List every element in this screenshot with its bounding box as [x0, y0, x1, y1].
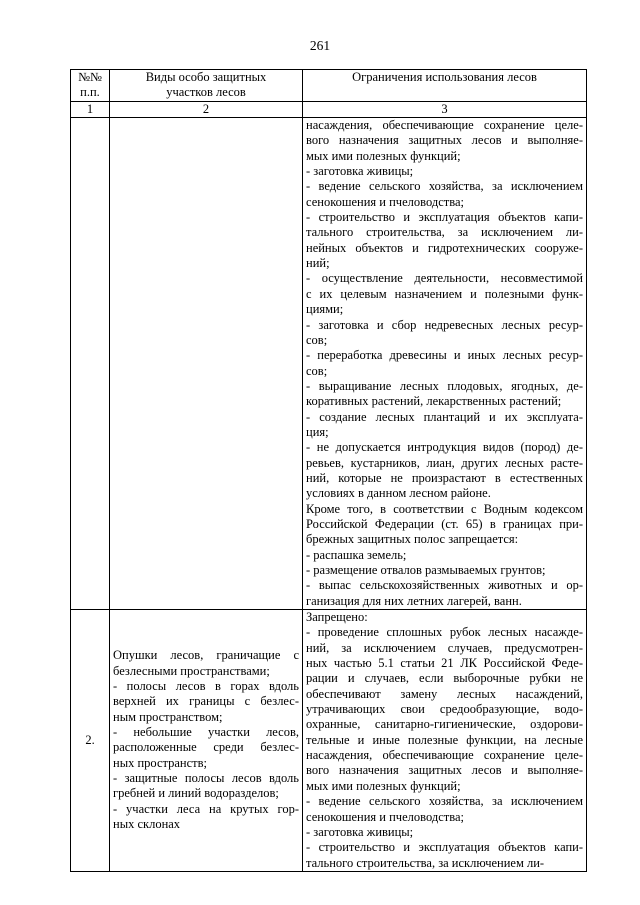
- text-line: коративных растений, лекарственных растений;: [306, 394, 562, 409]
- text-line: мых ими полезных функций;: [306, 778, 461, 793]
- text-line: сов;: [306, 363, 328, 378]
- text-line: - ведение сельского хозяйства, за исключением: [306, 179, 583, 194]
- text-line: Опушки лесов, граничащие с: [113, 648, 299, 663]
- row1-index: [71, 118, 110, 610]
- text-line: сенокошения и пчеловодства;: [306, 809, 464, 824]
- text-line: вого назначения защитных лесов и выполняе-: [306, 133, 583, 148]
- text-line: - проведение сплошных рубок лесных насажде-: [306, 625, 583, 640]
- text-line: брежных защитных полос запрещается:: [306, 532, 519, 547]
- text-line: - размещение отвалов размываемых грунтов;: [306, 563, 546, 577]
- text-line: сенокошения и пчеловодства;: [306, 194, 464, 209]
- row2-restrictions: [303, 610, 587, 872]
- text-line: - небольшие участки лесов,: [113, 725, 299, 740]
- text-line: мых ими полезных функций;: [306, 148, 461, 163]
- column-number-1: 1: [71, 101, 110, 117]
- header-number-line1: №№: [78, 70, 102, 84]
- table-header-row: [71, 70, 587, 102]
- text-line: тального строительства, за исключением ли-: [306, 855, 545, 870]
- text-line: обеспечивают замену лесных насаждений,: [306, 686, 583, 701]
- row2-index: 2.: [71, 610, 110, 872]
- text-line: нейных объектов и гидротехнических сооруже-: [306, 240, 583, 255]
- text-line: - выпас сельскохозяйственных животных и ор-: [306, 578, 583, 593]
- text-line: ных пространств;: [113, 755, 208, 770]
- header-kind-line2: участков лесов: [166, 85, 246, 100]
- text-line: Российской Федерации (ст. 65) в границах при-: [306, 516, 583, 531]
- text-line: - заготовка живицы;: [306, 164, 414, 179]
- header-kind-line1: Виды особо защитных: [145, 70, 267, 84]
- text-line: тального строительства, за исключением ли-: [306, 225, 583, 240]
- text-line: сов;: [306, 332, 328, 347]
- text-line: расположенные среди безлес-: [113, 740, 299, 755]
- text-line: ным пространством;: [113, 709, 223, 724]
- row1-restrictions: [303, 118, 587, 610]
- restrictions-table: [70, 69, 587, 872]
- header-kind: [110, 70, 303, 102]
- column-number-row: [71, 101, 587, 117]
- text-line: насаждения, обеспечивающие сохранение целе-: [306, 748, 583, 763]
- row2-kind: [110, 610, 303, 872]
- text-line: с их целевым назначением и полезными функ-: [306, 286, 583, 301]
- text-line: - создание лесных плантаций и их эксплуата-: [306, 409, 583, 424]
- text-line: ных склонах: [113, 817, 181, 832]
- text-line: - строительство и эксплуатация объектов капи-: [306, 210, 583, 225]
- text-line: ганизация для них летних лагерей, ванн.: [306, 593, 522, 608]
- text-line: ний, которые не произрастают в естественных: [306, 470, 583, 485]
- text-line: ревьев, кустарников, лиан, других лесных расте-: [306, 455, 583, 470]
- text-line: - заготовка живицы;: [306, 824, 414, 839]
- table-row: [71, 118, 587, 610]
- text-line: верхней их границы с безлес-: [113, 694, 299, 709]
- text-line: ний, за исключением случаев, предусмотрен-: [306, 640, 583, 655]
- row1-kind: [110, 118, 303, 610]
- text-line: - участки леса на крутых гор-: [113, 801, 299, 816]
- header-number: [71, 70, 110, 102]
- table-row: [71, 610, 587, 872]
- column-number-3: 3: [303, 101, 587, 117]
- text-line: - переработка древесины и иных лесных ресур-: [306, 348, 583, 363]
- text-line: - ведение сельского хозяйства, за исключением: [306, 794, 583, 809]
- text-line: ция;: [306, 424, 329, 439]
- text-line: охранные, санитарно-гигиенические, оздорови-: [306, 717, 583, 732]
- text-line: безлесными пространствами;: [113, 663, 270, 678]
- text-line: - заготовка и сбор недревесных лесных ресур-: [306, 317, 583, 332]
- text-line: ний;: [306, 256, 330, 271]
- text-line: ных частью 5.1 статьи 21 ЛК Российской Феде-: [306, 656, 583, 671]
- header-number-line2: п.п.: [80, 85, 100, 100]
- text-line: - распашка земель;: [306, 547, 407, 562]
- text-line: - выращивание лесных плодовых, ягодных, де-: [306, 378, 583, 393]
- text-line: тельные и иные полезные функции, на лесные: [306, 732, 583, 747]
- text-line: рации и случаев, если выборочные рубки не: [306, 671, 583, 686]
- text-line: - защитные полосы лесов вдоль: [113, 771, 299, 786]
- text-line: Запрещено:: [306, 610, 368, 625]
- text-line: гребней и линий водоразделов;: [113, 786, 279, 801]
- page-number: 261: [309, 38, 331, 53]
- text-line: - осуществление деятельности, несовместимой: [306, 271, 583, 286]
- text-line: условиях в данном лесном районе.: [306, 486, 491, 501]
- text-line: - полосы лесов в горах вдоль: [113, 679, 299, 694]
- column-number-2: 2: [110, 101, 303, 117]
- text-line: - строительство и эксплуатация объектов капи-: [306, 840, 583, 855]
- text-line: - не допускается интродукция видов (пород) де-: [306, 440, 583, 455]
- text-line: насаждения, обеспечивающие сохранение целе-: [306, 118, 583, 133]
- header-restrictions: Ограничения использования лесов: [303, 70, 587, 102]
- text-line: утрачивающих свои средообразующие, водо-: [306, 702, 583, 717]
- text-line: вого назначения защитных лесов и выполняе-: [306, 763, 583, 778]
- text-line: Кроме того, в соответствии с Водным кодексом: [306, 501, 583, 516]
- text-line: циями;: [306, 302, 344, 317]
